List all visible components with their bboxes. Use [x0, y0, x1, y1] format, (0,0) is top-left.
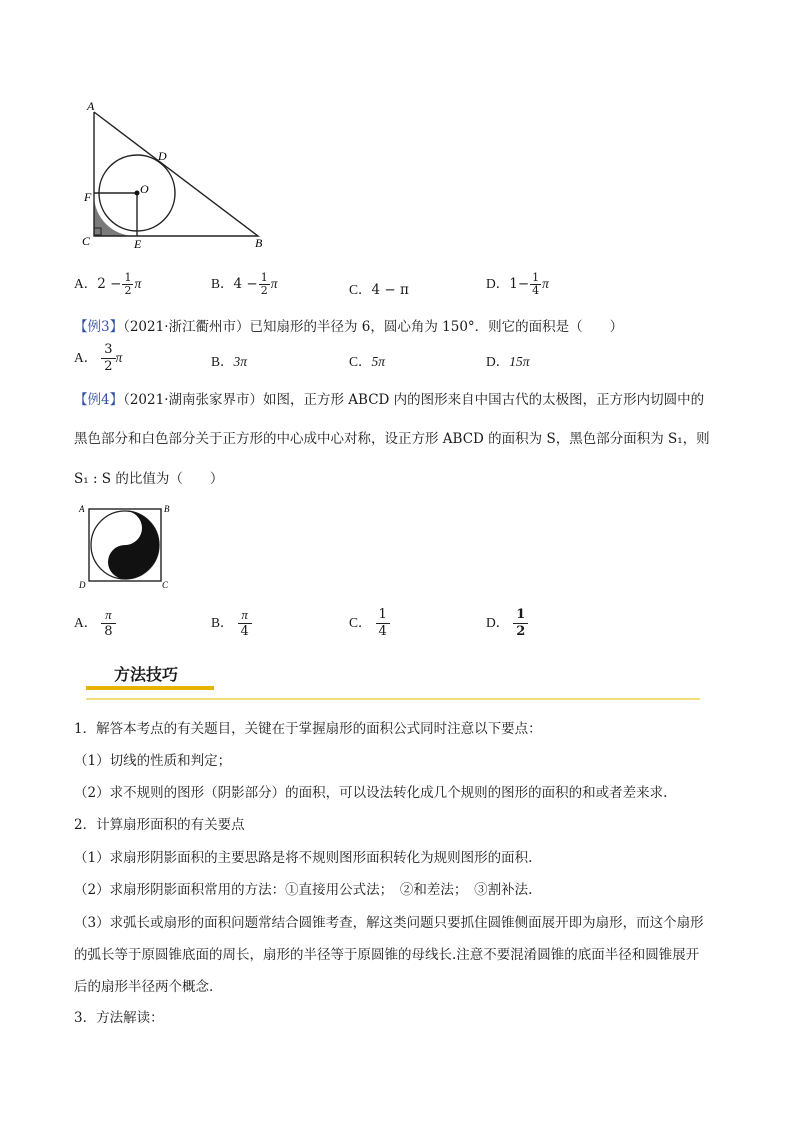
triangle-abc — [94, 112, 258, 236]
ex4-option-b: B． $\frac{\pi}{4}$ — [211, 607, 252, 640]
taiji-label-b: B — [164, 504, 170, 514]
label-a: A — [87, 99, 95, 113]
taiji-label-a: A — [79, 504, 85, 514]
taiji-label-c: C — [162, 580, 169, 590]
label-e: E — [134, 237, 142, 251]
example4-line3: S₁ : S 的比值为（ ） — [74, 471, 224, 487]
label-c: C — [82, 234, 91, 248]
triangle-incircle-figure — [80, 98, 270, 253]
ex4-option-c: C． $\frac{1}{4}$ — [349, 607, 390, 640]
label-f: F — [84, 190, 92, 204]
q2-option-d: D．1− $\frac{1}{4}$ π — [486, 271, 549, 297]
method-line-7: （3）求弧长或扇形的面积问题常结合圆锥考查，解这类问题只要抓住圆锥侧面展开即为扇形，而这个扇形 — [74, 915, 704, 931]
label-o: O — [140, 182, 149, 196]
method-line-6: （2）求扇形阴影面积常用的方法：①直接用公式法； ②和差法； ③割补法. — [74, 882, 533, 898]
method-line-5: （1）求扇形阴影面积的主要思路是将不规则图形面积转化为规则图形的面积. — [74, 850, 533, 866]
ex3-option-a: A． $\frac{3}{2}$ π — [74, 342, 123, 374]
ex3-option-b: B．3π — [211, 354, 248, 369]
section-title-underline — [86, 686, 214, 690]
method-line-4: 2．计算扇形面积的有关要点 — [74, 817, 245, 833]
example4-tag: 【例4】 — [74, 392, 124, 408]
taiji-black-dot — [121, 558, 129, 566]
label-d: D — [158, 149, 167, 163]
label-b: B — [255, 236, 263, 250]
example4-line2: 黑色部分和白色部分关于正方形的中心成中心对称，设正方形 ABCD 的面积为 S，黑色部分面积为 S₁，则 — [74, 431, 710, 447]
method-line-2: （1）切线的性质和判定； — [74, 753, 232, 769]
example4-line1: 【例4】（2021·湖南张家界市）如图，正方形 ABCD 内的图形来自中国古代的太极图，正方形内切圆中的 — [74, 392, 705, 408]
ex3-option-c: C．5π — [349, 354, 386, 369]
taiji-label-d: D — [79, 580, 86, 590]
method-line-10: 3．方法解读： — [74, 1010, 164, 1026]
method-line-1: 1．解答本考点的有关题目，关键在于掌握扇形的面积公式同时注意以下要点： — [74, 721, 542, 737]
q2-option-b: B．4 − $\frac{1}{2}$ π — [211, 271, 278, 297]
section-divider — [86, 698, 700, 700]
section-title: 方法技巧 — [114, 665, 179, 684]
example3-tag: 【例3】 — [74, 319, 124, 335]
method-line-8: 的弧长等于原圆锥底面的周长，扇形的半径等于原圆锥的母线长.注意不要混淆圆锥的底面半径和圆锥展开 — [74, 947, 700, 963]
taiji-square-figure — [76, 502, 176, 594]
method-line-9: 后的扇形半径两个概念. — [74, 979, 214, 995]
q2-option-a: A．2 − $\frac{1}{2}$ π — [74, 271, 142, 297]
method-line-3: （2）求不规则的图形（阴影部分）的面积，可以设法转化成几个规则的图形的面积的和或者差来求. — [74, 785, 668, 801]
taiji-white-dot — [121, 524, 129, 532]
center-o-dot — [135, 191, 140, 196]
ex4-option-d: D． $\frac{1}{2}$ — [486, 607, 528, 640]
ex4-option-a: A． $\frac{\pi}{8}$ — [74, 607, 116, 640]
example3-question: 【例3】（2021·浙江衢州市）已知扇形的半径为 6，圆心角为 150°．则它的面积是（ ） — [74, 319, 624, 335]
ex3-option-d: D．15π — [486, 354, 530, 369]
q2-option-c: C．4 − π — [349, 282, 409, 298]
